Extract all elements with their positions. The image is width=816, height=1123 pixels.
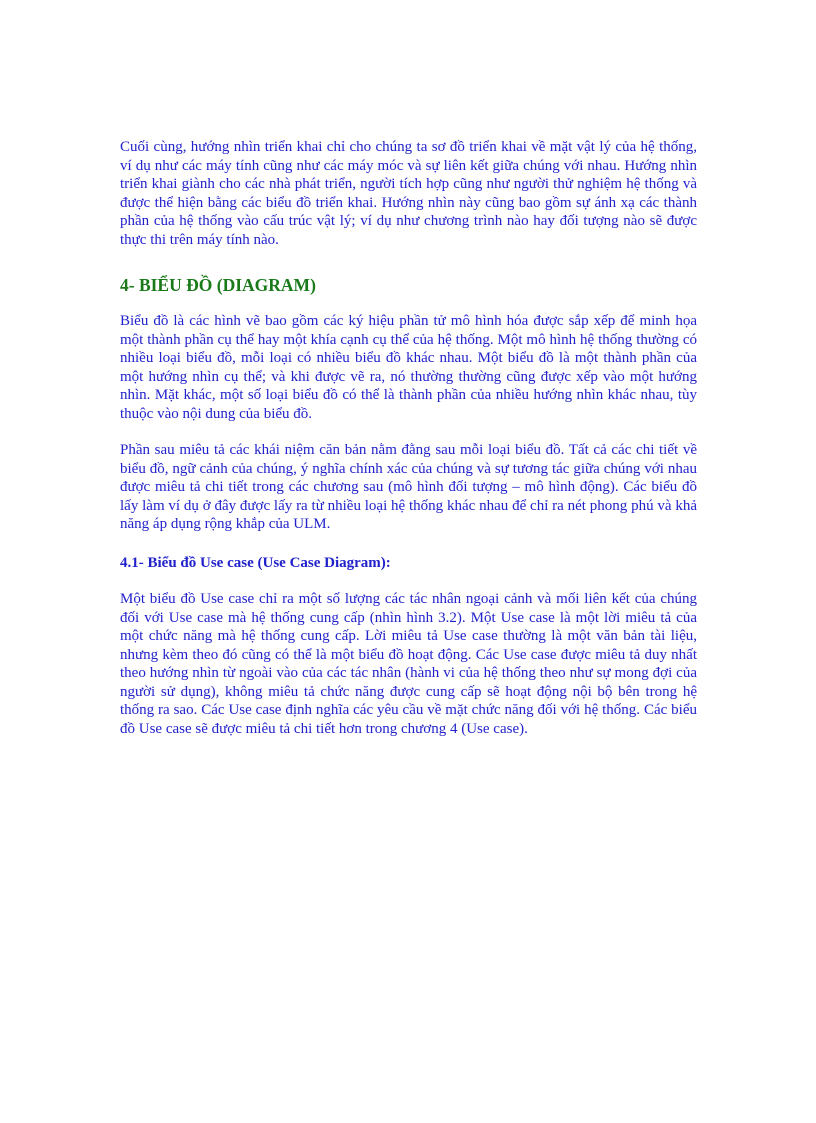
document-page [120,138,697,738]
paragraph-deployment-view: Cuối cùng, hướng nhìn triển khai chỉ cho chúng ta sơ đồ triển khai về mặt vật lý của hệ thống, ví dụ như các máy tính cũng như các máy móc và sự liên kết giữa chúng với nhau. Hướng nhìn triển khai giành cho các nhà phát triển, người tích hợp cũng như người thử nghiệm hệ thống và được thể hiện bằng các biểu đồ triển khai. Hướng nhìn này cũng bao gồm sự ánh xạ các thành phần của hệ thống vào cấu trúc vật lý; ví dụ như chương trình nào hay đối tượng nào sẽ được thực thi trên máy tính nào. [120,139,697,248]
paragraph-diagram-definition: Biểu đồ là các hình vẽ bao gồm các ký hiệu phần tử mô hình hóa được sắp xếp để minh họa một thành phần cụ thể hay một khía cạnh cụ thể của hệ thống. Một mô hình hệ thống thường có nhiều loại biểu đồ, mỗi loại có nhiều biểu đồ khác nhau. Một biểu đồ là một thành phần của một hướng nhìn cụ thể; và khi được vẽ ra, nó thường thường cũng được xếp vào một hướng nhìn. Mặt khác, một số loại biểu đồ có thể là thành phần của nhiều hướng nhìn khác nhau, tùy thuộc vào nội dung của biểu đồ. [120,313,697,422]
section-heading-diagram: 4- BIỂU ĐỒ (DIAGRAM) [120,275,316,295]
paragraph-diagram-concepts: Phần sau miêu tả các khái niệm căn bản nằm đằng sau mỗi loại biểu đồ. Tất cả các chi tiết về biểu đồ, ngữ cảnh của chúng, ý nghĩa chính xác của chúng và sự tương tác giữa chúng với nhau được miêu tả chi tiết trong các chương sau (mô hình đối tượng – mô hình động). Các biểu đồ lấy làm ví dụ ở đây được lấy ra từ nhiều loại hệ thống khác nhau để chỉ ra nét phong phú và khả năng áp dụng rộng khắp của ULM. [120,442,697,532]
subsection-heading-use-case: 4.1- Biểu đồ Use case (Use Case Diagram): [120,554,391,571]
paragraph-use-case-diagram: Một biểu đồ Use case chỉ ra một số lượng các tác nhân ngoại cảnh và mối liên kết của chúng đối với Use case mà hệ thống cung cấp (nhìn hình 3.2). Một Use case là một lời miêu tả của một chức năng mà hệ thống cung cấp. Lời miêu tả Use case thường là một văn bản tài liệu, nhưng kèm theo đó cũng có thể là một biểu đồ hoạt động. Các Use case được miêu tả duy nhất theo hướng nhìn từ ngoài vào của các tác nhân (hành vi của hệ thống theo như sự mong đợi của người sử dụng), không miêu tả chức năng được cung cấp sẽ hoạt động nội bộ bên trong hệ thống ra sao. Các Use case định nghĩa các yêu cầu về mặt chức năng đối với hệ thống. Các biểu đồ Use case sẽ được miêu tả chi tiết hơn trong chương 4 (Use case). [120,591,697,737]
